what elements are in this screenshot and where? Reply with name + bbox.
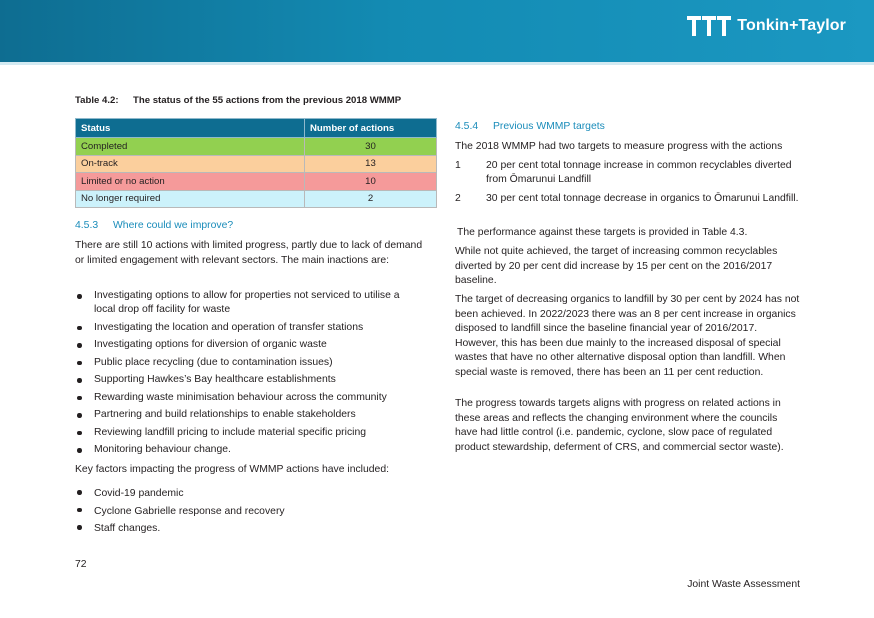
organics-paragraph: The target of decreasing organics to landfill by 30 per cent by 2024 has not been achieved. In 2022/2023 there was an 8 per cent increase in organics disposed to landfill since the baseline financial year of 2016/2017. However, this has been due mainly to the increased disposal of special wastes that have no other alternative disposal option than landfill. When special waste is removed, there has been an 11 per cent reduction. [455,294,800,378]
inactions-list [75,289,420,461]
progress-paragraph: The progress towards targets aligns with progress on related actions in these areas and reflects the changing environment where the councils have had little control (i.e. pandemic, cyclone, slow pace of regulated product stewardship, deferment of CRS, and commercial sector waste). [455,398,784,453]
brand-name: Tonkin+Taylor [737,17,846,34]
targets-list [455,159,800,210]
count-cell: 13 [305,155,437,173]
section-title: Previous WMMP targets [493,121,605,132]
document-title: Joint Waste Assessment [687,579,800,590]
count-cell: 30 [305,138,437,156]
list-item: Monitoring behaviour change. [75,443,420,457]
page-header [0,0,874,62]
table-caption [75,95,401,106]
section-number: 4.5.3 [75,220,99,231]
list-item: Rewarding waste minimisation behaviour across the community [75,391,420,405]
header-divider [0,62,874,65]
status-cell: No longer required [76,190,305,208]
table-number: Table 4.2: [75,95,119,106]
brand-logo [687,16,846,36]
target-text: 20 per cent total tonnage increase in common recyclables diverted from Ōmarunui Landfill [486,160,792,186]
column-header-status: Status [76,119,305,138]
list-item: Public place recycling (due to contamination issues) [75,356,420,370]
target-item [455,192,800,206]
target-text: 30 per cent total tonnage decrease in organics to Ōmarunui Landfill. [486,192,799,204]
section-heading-454 [455,121,605,132]
list-item: Partnering and build relationships to enable stakeholders [75,408,420,422]
list-item: Investigating options for diversion of organic waste [75,338,420,352]
factors-intro: Key factors impacting the progress of WMMP actions have included: [75,464,389,475]
tonkin-taylor-logo-icon [687,16,731,36]
list-item: Reviewing landfill pricing to include material specific pricing [75,426,420,440]
inactions-intro: There are still 10 actions with limited progress, partly due to lack of demand or limited engagement with relevant sectors. The main inactions are: [75,240,423,266]
status-table [75,118,437,208]
list-item: Investigating the location and operation of transfer stations [75,321,420,335]
section-title: Where could we improve? [113,220,234,231]
status-cell: Limited or no action [76,173,305,191]
table-row [76,155,437,173]
list-item: Staff changes. [75,520,420,538]
targets-performance-note: The performance against these targets is provided in Table 4.3. [457,227,748,238]
section-heading-453 [75,220,233,231]
target-item [455,159,800,188]
table-header-row [76,119,437,138]
target-number: 1 [455,160,461,171]
table-row [76,138,437,156]
count-cell: 10 [305,173,437,191]
table-row [76,190,437,208]
list-item: Covid-19 pandemic [75,485,420,503]
list-item: Supporting Hawkes’s Bay healthcare establishments [75,373,420,387]
section-number: 4.5.4 [455,121,479,132]
column-header-number: Number of actions [305,119,437,138]
count-cell: 2 [305,190,437,208]
status-cell: Completed [76,138,305,156]
factors-list [75,485,420,538]
target-number: 2 [455,192,461,204]
targets-intro: The 2018 WMMP had two targets to measure progress with the actions [455,141,783,152]
recyclables-paragraph: While not quite achieved, the target of increasing common recyclables diverted by 20 per cent did increase by 15 per cent on the 2016/2017 baseline. [455,246,778,286]
page-number: 72 [75,559,87,570]
list-item: Cyclone Gabrielle response and recovery [75,503,420,521]
status-cell: On-track [76,155,305,173]
list-item: Investigating options to allow for properties not serviced to utilise a local drop off facility for waste [75,289,420,318]
table-title: The status of the 55 actions from the previous 2018 WMMP [133,95,402,106]
table-row [76,173,437,191]
